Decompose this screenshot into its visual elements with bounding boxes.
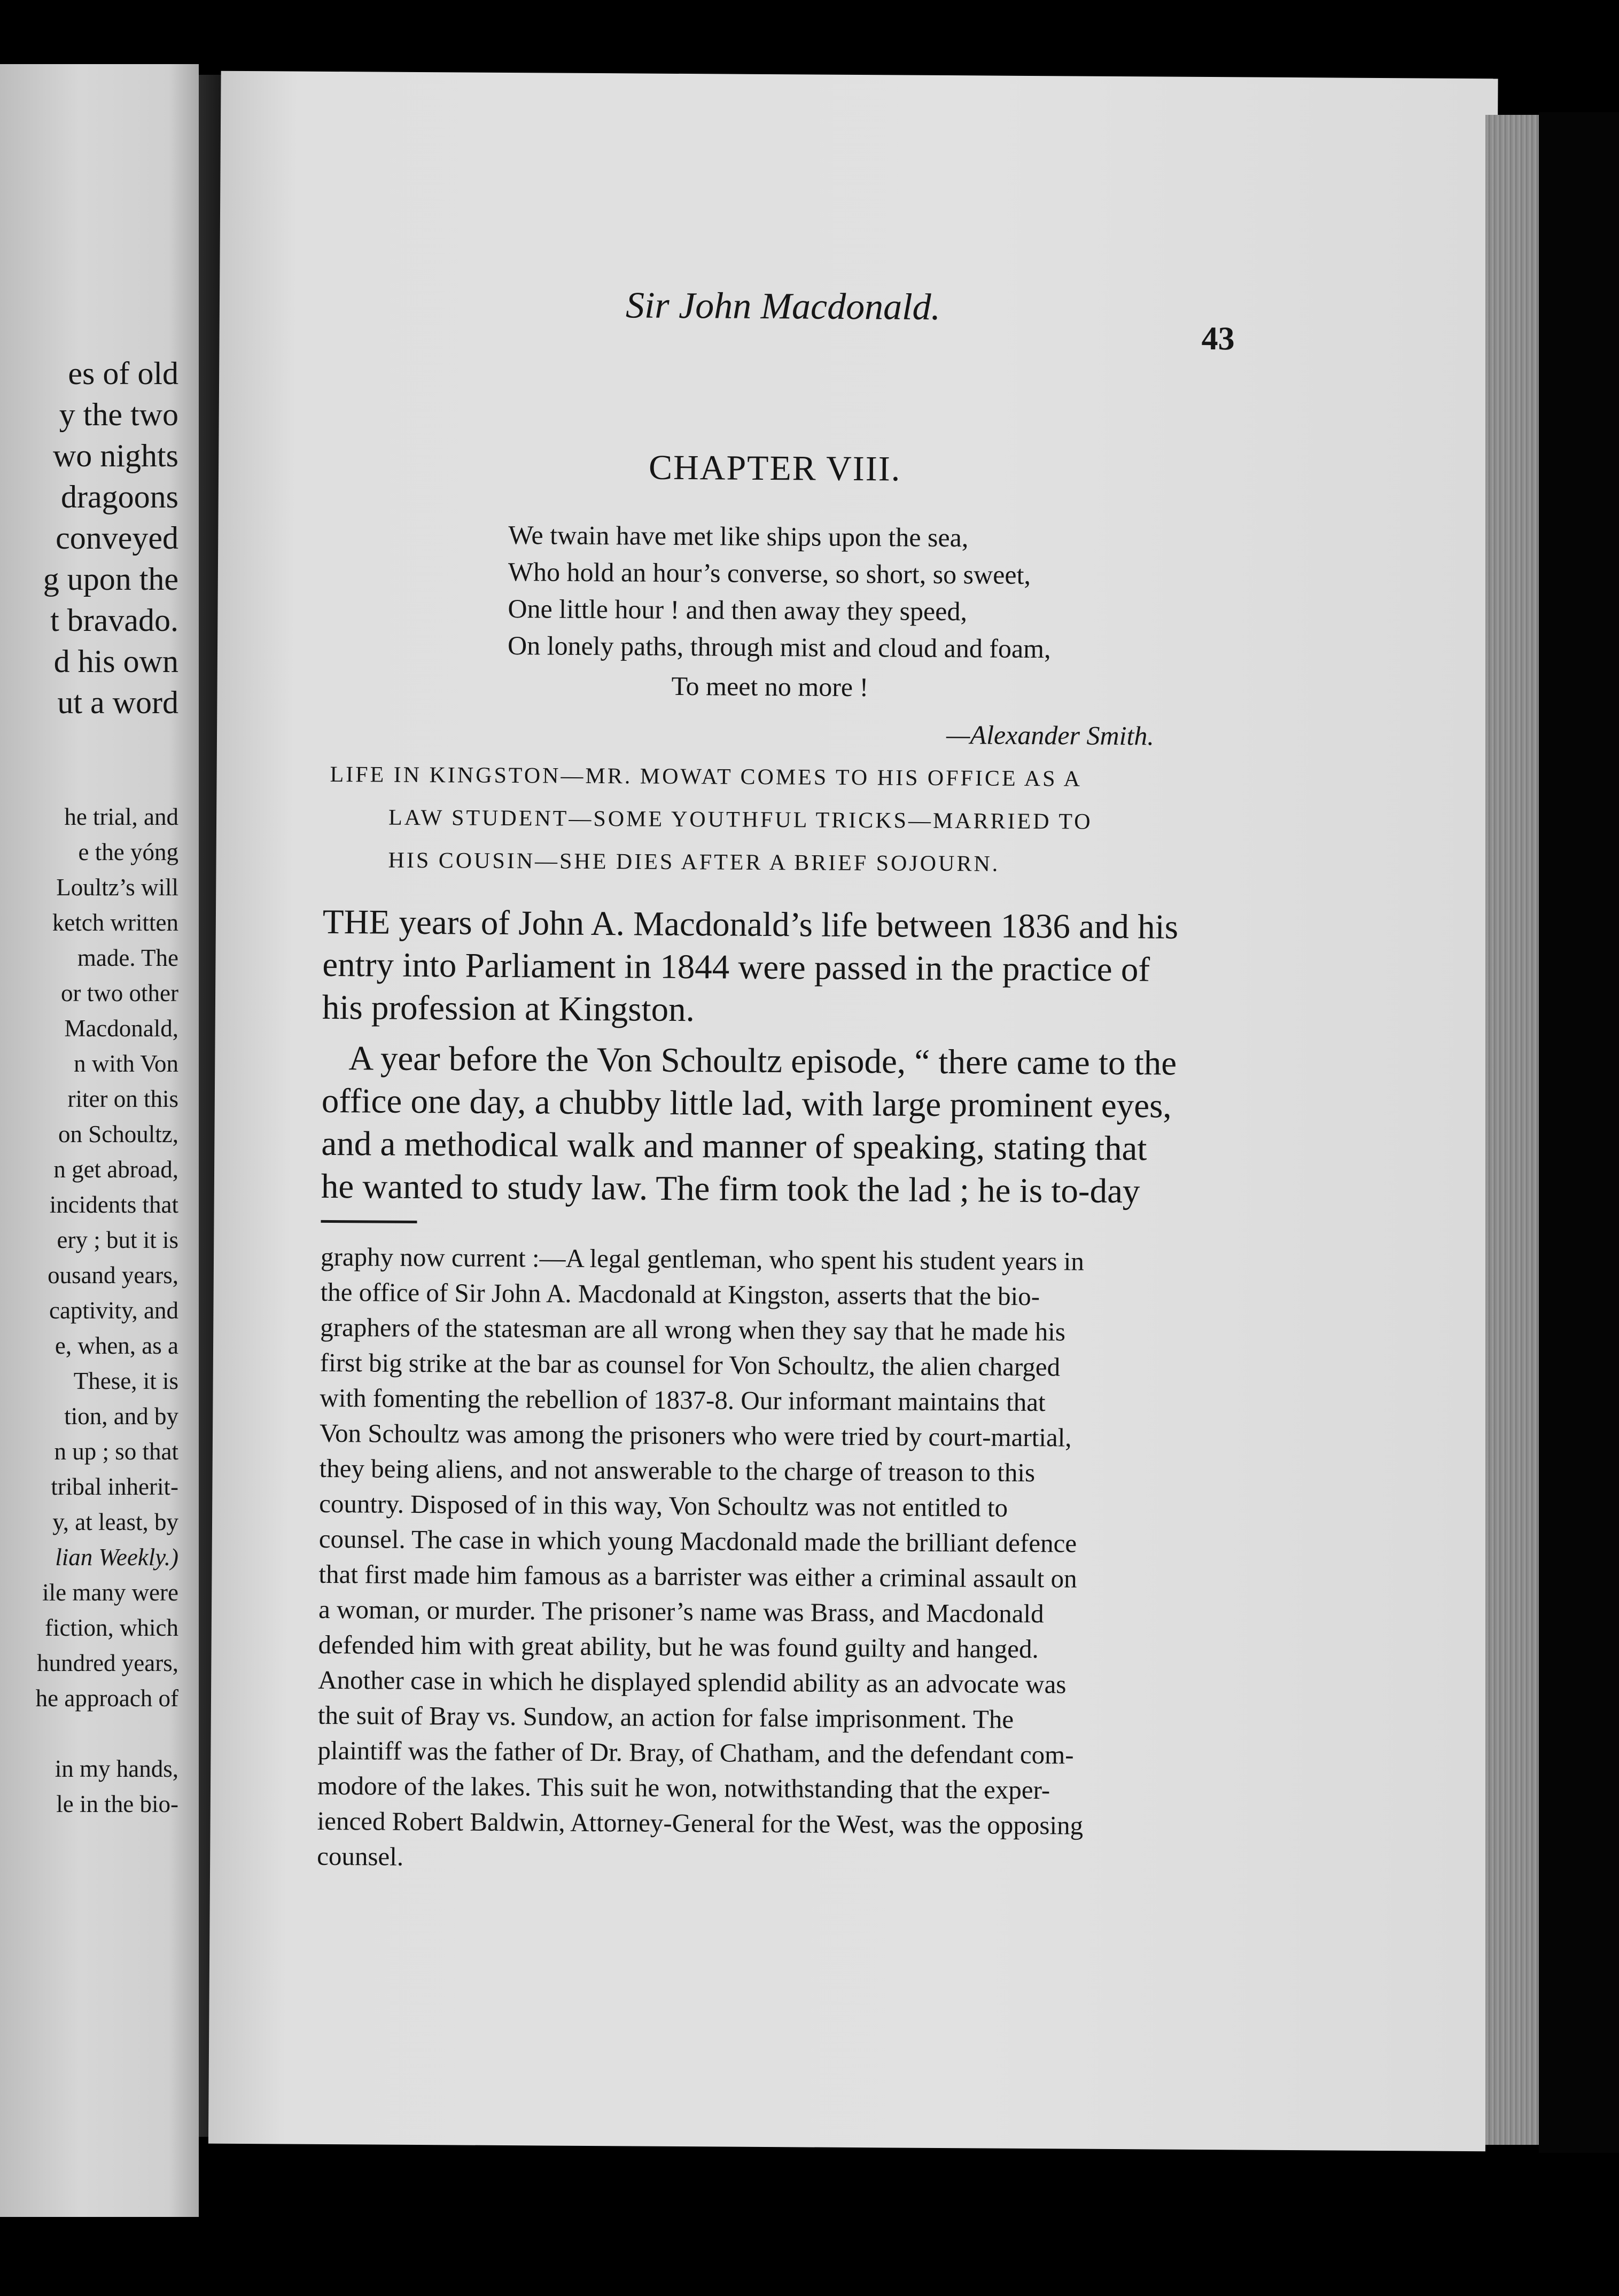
- background-shadow: [1539, 112, 1619, 2153]
- left-page-line: he approach of: [35, 1685, 178, 1712]
- epigraph-line: Who hold an hour’s converse, so short, so sweet,: [508, 557, 1031, 590]
- footnote-line: Another case in which he displayed splendid ability as an advocate was: [318, 1665, 1067, 1699]
- epigraph-line: To meet no more !: [671, 670, 869, 702]
- footnote-line: they being aliens, and not answerable to the charge of treason to this: [319, 1453, 1036, 1488]
- left-page-fragment: [0, 64, 199, 2217]
- left-page-line: ousand years,: [48, 1262, 178, 1288]
- left-page-line: incidents that: [49, 1191, 178, 1218]
- epigraph-line: We twain have met like ships upon the sea,: [508, 520, 969, 553]
- footnote-rule: [321, 1220, 417, 1223]
- left-page-line: ut a word: [57, 685, 178, 720]
- left-page-line: These, it is: [73, 1368, 178, 1394]
- left-page-line: e, when, as a: [55, 1332, 178, 1359]
- left-page-line: lian Weekly.): [55, 1544, 178, 1571]
- chapter-synopsis-line: HIS COUSIN—SHE DIES AFTER A BRIEF SOJOURN.: [388, 848, 1000, 877]
- chapter-synopsis-line: LAW STUDENT—SOME YOUTHFUL TRICKS—MARRIED TO: [388, 805, 1093, 834]
- body-text-line: he wanted to study law. The firm took the lad ; he is to-day: [321, 1167, 1140, 1211]
- body-text-line: and a methodical walk and manner of speaking, stating that: [321, 1124, 1147, 1168]
- left-page-line: tion, and by: [64, 1403, 178, 1430]
- left-page-line: y, at least, by: [52, 1509, 178, 1535]
- left-page-line: conveyed: [56, 520, 178, 556]
- footnote-line: counsel. The case in which young Macdonald made the brilliant defence: [318, 1524, 1077, 1558]
- footnote-line: ienced Robert Baldwin, Attorney-General for the West, was the opposing: [317, 1806, 1084, 1840]
- left-page-line: hundred years,: [37, 1650, 178, 1676]
- body-text-line: A year before the Von Schoultz episode, “ there came to the: [348, 1039, 1177, 1083]
- footnote-line: Von Schoultz was among the prisoners who were tried by court-martial,: [319, 1418, 1072, 1452]
- left-page-line: he trial, and: [64, 803, 178, 830]
- body-text-line: THE years of John A. Macdonald’s life between 1836 and his: [322, 902, 1179, 947]
- left-page-line: dragoons: [61, 479, 178, 514]
- left-page-line: fiction, which: [45, 1614, 178, 1641]
- left-page-line: in my hands,: [55, 1755, 178, 1782]
- left-page-line: riter on this: [67, 1085, 178, 1112]
- left-page-line: y the two: [59, 397, 178, 432]
- left-page-line: made. The: [77, 944, 178, 971]
- footnote-line: defended him with great ability, but he was found guilty and hanged.: [318, 1629, 1039, 1664]
- left-page-line: d his own: [53, 644, 178, 679]
- left-page-line: t bravado.: [50, 603, 178, 638]
- left-page-line: ketch written: [52, 909, 178, 936]
- left-page-line: n up ; so that: [54, 1438, 178, 1465]
- body-text-line: entry into Parliament in 1844 were passed in the practice of: [322, 945, 1150, 989]
- left-page-line: or two other: [61, 980, 178, 1006]
- left-page-line: le in the bio-: [56, 1791, 178, 1817]
- footnote-line: the suit of Bray vs. Sundow, an action for false imprisonment. The: [317, 1700, 1014, 1734]
- epigraph-attribution: —Alexander Smith.: [946, 720, 1155, 751]
- left-page-line: Macdonald,: [64, 1015, 178, 1042]
- left-page-line: e the yóng: [78, 839, 178, 865]
- running-head: Sir John Macdonald.: [625, 285, 941, 328]
- epigraph-line: On lonely paths, through mist and cloud and foam,: [507, 630, 1051, 664]
- page-block-edge: [1485, 115, 1539, 2145]
- left-page-line: tribal inherit-: [51, 1473, 178, 1500]
- footnote-line: modore of the lakes. This suit he won, notwithstanding that the exper-: [317, 1770, 1050, 1805]
- footnote-line: that first made him famous as a barrister was either a criminal assault on: [318, 1559, 1077, 1594]
- footnote-line: graphers of the statesman are all wrong when they say that he made his: [320, 1312, 1066, 1347]
- left-page-line: n with Von: [74, 1050, 178, 1077]
- footnote-line: the office of Sir John A. Macdonald at Kingston, asserts that the bio-: [320, 1277, 1040, 1311]
- book-page: [208, 71, 1498, 2152]
- left-page-line: on Schoultz,: [58, 1121, 178, 1147]
- footnote-line: plaintiff was the father of Dr. Bray, of Chatham, and the defendant com-: [317, 1735, 1074, 1770]
- footnote-line: first big strike at the bar as counsel for Von Schoultz, the alien charged: [320, 1347, 1061, 1382]
- body-text-line: his profession at Kingston.: [322, 988, 695, 1029]
- chapter-synopsis-line: LIFE IN KINGSTON—MR. MOWAT COMES TO HIS OFFICE AS A: [330, 762, 1083, 792]
- left-page-line: ile many were: [42, 1579, 178, 1606]
- epigraph-line: One little hour ! and then away they speed,: [508, 593, 968, 627]
- left-page-line: captivity, and: [49, 1297, 178, 1324]
- left-page-line: Loultz’s will: [56, 874, 178, 901]
- left-page-line: es of old: [68, 356, 178, 391]
- chapter-title: CHAPTER VIII.: [648, 448, 901, 489]
- page-number: 43: [1201, 320, 1235, 357]
- footnote-line: a woman, or murder. The prisoner’s name was Brass, and Macdonald: [318, 1594, 1044, 1629]
- footnote-line: counsel.: [317, 1841, 404, 1871]
- body-text-line: office one day, a chubby little lad, with large prominent eyes,: [321, 1081, 1172, 1126]
- footnote-line: graphy now current :—A legal gentleman, who spent his student years in: [320, 1241, 1085, 1276]
- left-page-line: wo nights: [52, 438, 178, 473]
- footnote-line: country. Disposed of in this way, Von Schoultz was not entitled to: [319, 1488, 1008, 1522]
- footnote-line: with fomenting the rebellion of 1837-8. Our informant maintains that: [320, 1383, 1046, 1417]
- left-page-line: ery ; but it is: [57, 1227, 178, 1253]
- left-page-line: n get abroad,: [53, 1156, 178, 1183]
- left-page-line: g upon the: [43, 561, 178, 597]
